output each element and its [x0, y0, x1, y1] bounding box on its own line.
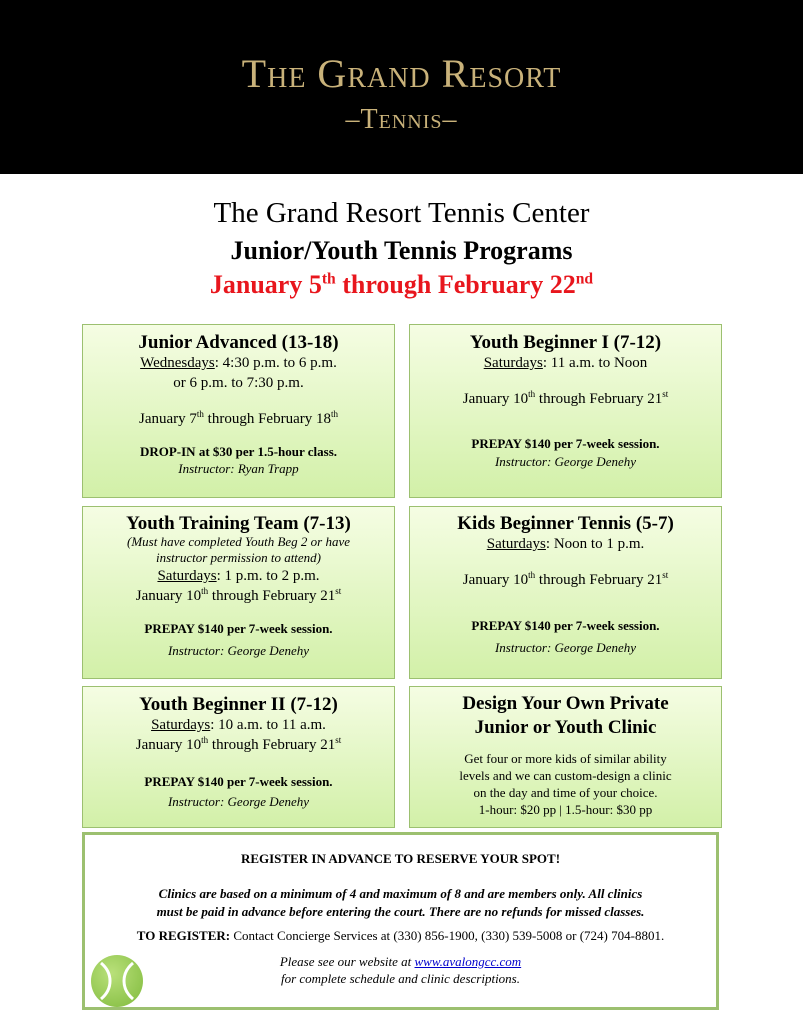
- register-heading: REGISTER IN ADVANCE TO RESERVE YOUR SPOT!: [240, 851, 561, 866]
- program-time: : 10 a.m. to 11 a.m.: [210, 717, 326, 733]
- program-title: Junior Advanced (13-18): [138, 332, 339, 353]
- program-card-youth-beginner-1: [409, 324, 722, 498]
- program-instructor: Instructor: George Denehy: [167, 794, 310, 809]
- dates-start-suffix: th: [321, 270, 336, 288]
- program-instructor: Instructor: Ryan Trapp: [178, 461, 299, 476]
- program-title: Youth Beginner II (7-12): [139, 694, 338, 715]
- program-time: : Noon to 1 p.m.: [545, 536, 645, 552]
- website-prefix: Please see our website at: [279, 954, 415, 969]
- program-time: : 11 a.m. to Noon: [542, 355, 648, 371]
- program-title: Youth Training Team (7-13): [126, 513, 351, 534]
- register-policy: Clinics are based on a minimum of 4 and maximum of 8 and are members only. All clinics: [158, 886, 643, 901]
- brand-name: The Grand Resort: [241, 51, 562, 96]
- program-price: PREPAY $140 per 7-week session.: [471, 436, 660, 451]
- program-time-alt: or 6 p.m. to 7:30 p.m.: [173, 375, 304, 391]
- program-day: Saturdays: [483, 355, 543, 371]
- website-note-cont: for complete schedule and clinic descriptions.: [280, 971, 520, 986]
- program-card-kids-beginner: [409, 506, 722, 679]
- register-policy-cont: must be paid in advance before entering the court. There are no refunds for missed classes.: [156, 904, 645, 919]
- program-time: : 1 p.m. to 2 p.m.: [216, 568, 320, 584]
- website-link[interactable]: www.avalongcc.com: [414, 954, 522, 969]
- header-banner: [0, 0, 803, 174]
- program-dates: January 10th through February 21st: [135, 586, 342, 604]
- clinic-description-3: on the day and time of your choice.: [473, 785, 658, 800]
- program-price: PREPAY $140 per 7-week session.: [144, 621, 333, 636]
- program-price: PREPAY $140 per 7-week session.: [144, 774, 333, 789]
- program-price: DROP-IN at $30 per 1.5-hour class.: [139, 444, 338, 459]
- program-card-youth-training-team: [82, 506, 395, 679]
- clinic-title: Design Your Own Private: [462, 693, 669, 714]
- program-day: Saturdays: [151, 717, 211, 733]
- registration-box: [82, 832, 719, 1010]
- program-title: Youth Beginner I (7-12): [469, 332, 662, 353]
- program-dates: January 10th through February 21st: [135, 735, 342, 753]
- programs-title: Junior/Youth Tennis Programs: [230, 236, 573, 265]
- program-title: Kids Beginner Tennis (5-7): [457, 513, 674, 534]
- program-instructor: Instructor: George Denehy: [167, 643, 310, 658]
- program-card-youth-beginner-2: [82, 686, 395, 828]
- program-time: : 4:30 p.m. to 6 p.m.: [214, 355, 337, 371]
- dates-end-suffix: nd: [575, 270, 594, 288]
- program-day: Saturdays: [486, 536, 546, 552]
- program-dates: January 10th through February 21st: [462, 570, 669, 588]
- program-dates: January 10th through February 21st: [462, 389, 669, 407]
- program-requirement: (Must have completed Youth Beg 2 or have: [127, 534, 350, 549]
- program-instructor: Instructor: George Denehy: [494, 640, 637, 655]
- program-day: Wednesdays: [140, 355, 215, 371]
- clinic-title-cont: Junior or Youth Clinic: [474, 717, 657, 738]
- program-instructor: Instructor: George Denehy: [494, 454, 637, 469]
- center-title: The Grand Resort Tennis Center: [213, 197, 590, 229]
- program-day: Saturdays: [157, 568, 217, 584]
- program-dates: [0, 270, 803, 300]
- dates-end: through February 22: [335, 270, 576, 299]
- program-card-junior-advanced: [82, 324, 395, 498]
- website-note: [85, 953, 716, 970]
- clinic-description: Get four or more kids of similar ability: [464, 751, 667, 766]
- program-card-private-clinic: [409, 686, 722, 828]
- brand-subtitle: –Tennis–: [345, 104, 458, 135]
- tennis-ball-icon: [91, 955, 143, 1007]
- register-phone-numbers: Contact Concierge Services at (330) 856-1900, (330) 539-5008 or (724) 704-8801.: [230, 928, 665, 943]
- program-price: PREPAY $140 per 7-week session.: [471, 618, 660, 633]
- program-requirement-cont: instructor permission to attend): [155, 550, 322, 565]
- clinic-pricing: 1-hour: $20 pp | 1.5-hour: $30 pp: [478, 802, 653, 817]
- clinic-description-2: levels and we can custom-design a clinic: [459, 768, 672, 783]
- register-contact: [85, 927, 716, 945]
- register-label: TO REGISTER:: [136, 928, 231, 943]
- program-dates: January 7th through February 18th: [139, 409, 338, 427]
- dates-start: January 5: [209, 270, 322, 299]
